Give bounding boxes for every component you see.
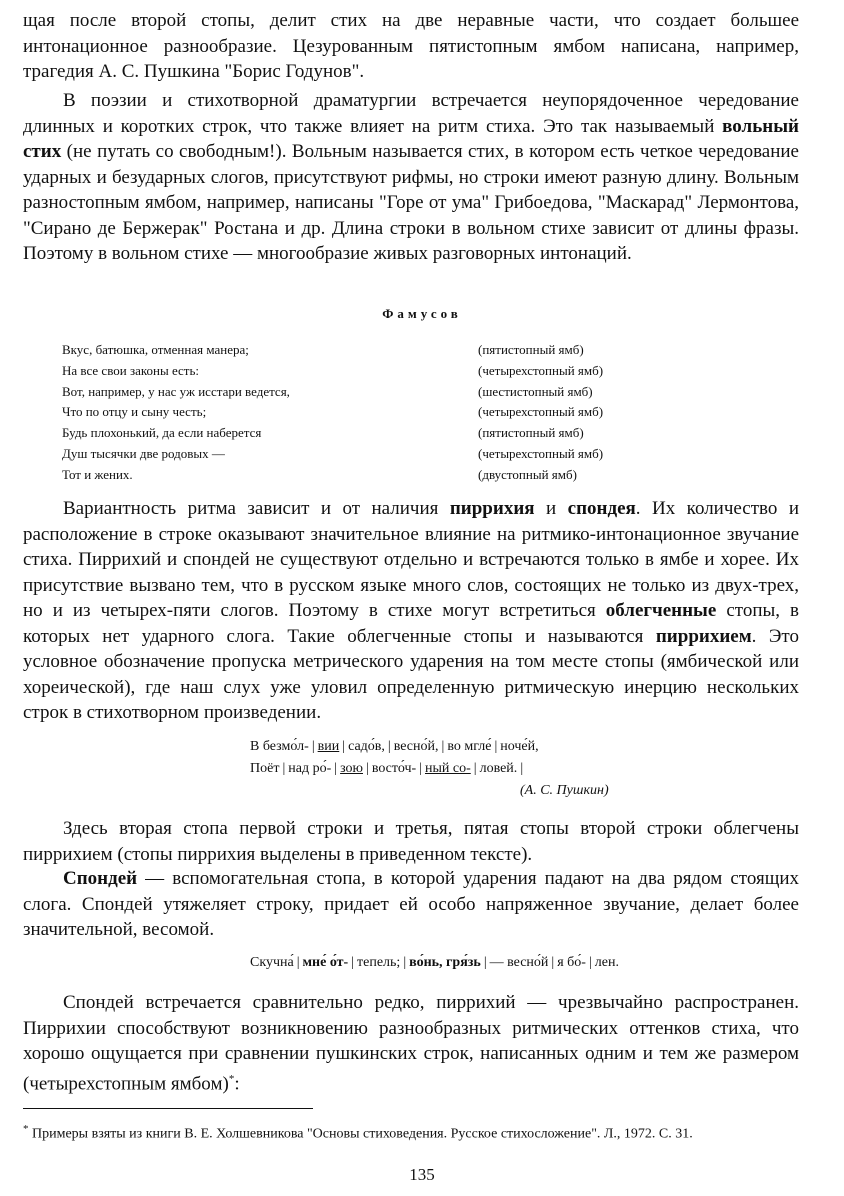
foot-segment: во мгле́	[447, 739, 492, 754]
footnote-divider	[23, 1108, 313, 1109]
paragraph-text: — вспомогательная стопа, в которой ударения падают на два рядом стоящих слога. Спондей утяжеляет строку, придает ей особо напряженное звучание, делает более значительной, весомой.	[23, 868, 799, 940]
pyrrhic-foot: вии	[317, 739, 340, 754]
paragraph-spondee-rarity	[23, 990, 799, 1096]
term-spondee-heading: Спондей	[63, 868, 138, 889]
page-number: 135	[409, 1165, 435, 1184]
foot-divider: |	[551, 955, 555, 970]
meter-label: (пятистопный ямб)	[478, 425, 584, 441]
foot-segment: восто́ч-	[371, 761, 417, 776]
footnote-marker[interactable]: *	[228, 1072, 235, 1085]
foot-segment: весно́й,	[393, 739, 439, 754]
meter-label: (четырехстопный ямб)	[478, 404, 604, 420]
spondee-foot: мне́ о́т-	[302, 955, 349, 970]
foot-divider: |	[494, 739, 498, 754]
paragraph-text: Вариантность ритма зависит и от наличия	[63, 498, 450, 519]
verse-line: На все свои законы есть:	[62, 362, 200, 378]
foot-divider: |	[419, 761, 422, 776]
paragraph-text: (не путать со свободным!). Вольным называется стих, в котором есть четкое чередование ударных и безударных слогов, присутствуют рифмы, но строки имеют разную длину. Вольным разностопным ямбом, например, написаны "Горе от ума" Грибоедова, "Маскарад" Лермонтова, "Сирано де Бержерак" Ростана и др. Длина строки в вольном стихе зависит от длины фразы. Поэтому в вольном стихе — многообразие живых разговорных интонаций.	[23, 141, 799, 264]
paragraph-text: В поэзии и стихотворной драматургии встречается неупорядоченное чередование длинных и коротких строк, что также влияет на ритм стиха. Это так называемый	[23, 90, 799, 137]
term-lightened: облегченные	[605, 600, 717, 621]
term-pyrrhic: пиррихия	[449, 498, 535, 519]
footnote-symbol: *	[23, 1123, 29, 1135]
foot-segment: над ро́-	[288, 761, 332, 776]
spondee-foot: во́нь, гря́зь	[409, 955, 481, 970]
verse-line: Что по отцу и сыну честь;	[62, 404, 207, 420]
paragraph-text: Спондей встречается сравнительно редко, пиррихий — чрезвычайно распространен. Пиррихии способствуют возникновению разнообразных ритмических оттенков стиха, что хорошо ощущается при сравнении пушкинских строк, написанных одним и тем же размером (четырехстопным ямбом)	[23, 992, 799, 1094]
foot-segment: Поёт	[250, 761, 280, 776]
foot-divider: |	[403, 955, 407, 970]
foot-segment: В безмо́л-	[250, 739, 309, 754]
verse-speaker: Фамусов	[382, 306, 462, 321]
foot-divider: |	[366, 761, 369, 776]
foot-divider: |	[351, 955, 354, 970]
foot-divider: |	[473, 761, 477, 776]
pyrrhic-foot: ный со-	[424, 761, 471, 776]
verse-line: Вкус, батюшка, отменная манера;	[62, 342, 249, 357]
paragraph-caesura	[23, 8, 799, 85]
foot-segment: я бо́-	[557, 955, 586, 970]
pyrrhic-example-line-2	[250, 758, 526, 780]
term-spondee: спондея	[567, 498, 636, 519]
foot-divider: |	[520, 761, 524, 776]
verse-line: Будь плохонький, да если наберется	[62, 425, 262, 441]
foot-segment: ловей.	[479, 761, 518, 776]
paragraph-text: . Их количество и расположение в строке оказывают значительное влияние на ритмико-интонационное звучание стиха. Пиррихий и спондей не существуют отдельно и встречаются только в ямбе и хорее. Их присутствие вызвано тем, что в русском языке много слов, состоящих не только из двух-трех, но и из четырех-пяти слогов. Поэтому в стихе могут встретиться	[23, 498, 800, 621]
pyrrhic-foot: зою	[340, 761, 363, 776]
foot-divider: |	[342, 739, 346, 754]
term-free-verse: вольный стих	[23, 115, 799, 162]
verse-lines	[62, 340, 290, 486]
paragraph-text: . Это условное обозначение пропуска метрического ударения на том месте стопы (ямбической или хореической), где наш слух уже уловил определенную ритмическую инерцию нескольких строк в стихотворном произведении.	[23, 625, 799, 723]
foot-divider: |	[282, 761, 286, 776]
meter-label: (двустопный ямб)	[478, 466, 577, 482]
meter-label: (пятистопный ямб)	[478, 342, 584, 357]
foot-divider: |	[296, 955, 300, 970]
foot-divider: |	[334, 761, 338, 776]
meter-label: (четырехстопный ямб)	[478, 445, 604, 461]
pyrrhic-attribution: (А. С. Пушкин)	[520, 783, 609, 798]
term-pyrrhic-2: пиррихием	[655, 625, 752, 647]
paragraph-text: Здесь вторая стопа первой строки и третья, пятая стопы второй строки облегчены пиррихием (стопы пиррихия выделены в приведенном тексте).	[23, 818, 799, 865]
foot-divider: |	[311, 739, 315, 754]
foot-segment: — весно́й	[489, 955, 549, 970]
foot-segment: тепель;	[357, 955, 401, 970]
paragraph-text: щая после второй стопы, делит стих на две неравные части, что создает большее интонационное разнообразие. Цезурованным пятистопным ямбом написана, например, трагедия А. С. Пушкина "Борис Годунов".	[23, 10, 799, 82]
spondee-example	[250, 952, 619, 974]
foot-divider: |	[483, 955, 487, 970]
paragraph-free-verse	[23, 88, 799, 267]
paragraph-spondee-definition	[23, 866, 799, 943]
meter-label: (шестистопный ямб)	[478, 383, 593, 399]
paragraph-text: и	[534, 498, 568, 519]
pyrrhic-example-line-1	[250, 736, 539, 758]
verse-line: Тот и жених.	[62, 466, 133, 482]
foot-segment: ноче́й,	[500, 739, 539, 754]
paragraph-pyrrhic-spondee	[23, 496, 799, 726]
meter-label: (четырехстопный ямб)	[478, 362, 604, 378]
paragraph-text: :	[234, 1072, 240, 1094]
footnote	[23, 1118, 799, 1146]
foot-segment: лен.	[594, 955, 619, 970]
paragraph-pyrrhic-note	[23, 816, 799, 867]
foot-divider: |	[387, 739, 391, 754]
foot-divider: |	[441, 739, 445, 754]
verse-meters	[478, 340, 603, 486]
foot-segment: садо́в,	[348, 739, 385, 754]
paragraph-text: стопы, в которых нет ударного слога. Такие облегченные стопы и называются	[23, 600, 800, 647]
foot-segment: Скучна́	[250, 955, 294, 970]
verse-line: Вот, например, у нас уж исстари ведется,	[62, 383, 290, 399]
footnote-text: Примеры взяты из книги В. Е. Холшевникова "Основы стиховедения. Русское стихосложение". Л., 1972. С. 31.	[28, 1126, 693, 1142]
verse-line: Душ тысячки две родовых —	[62, 445, 225, 461]
foot-divider: |	[588, 955, 592, 970]
